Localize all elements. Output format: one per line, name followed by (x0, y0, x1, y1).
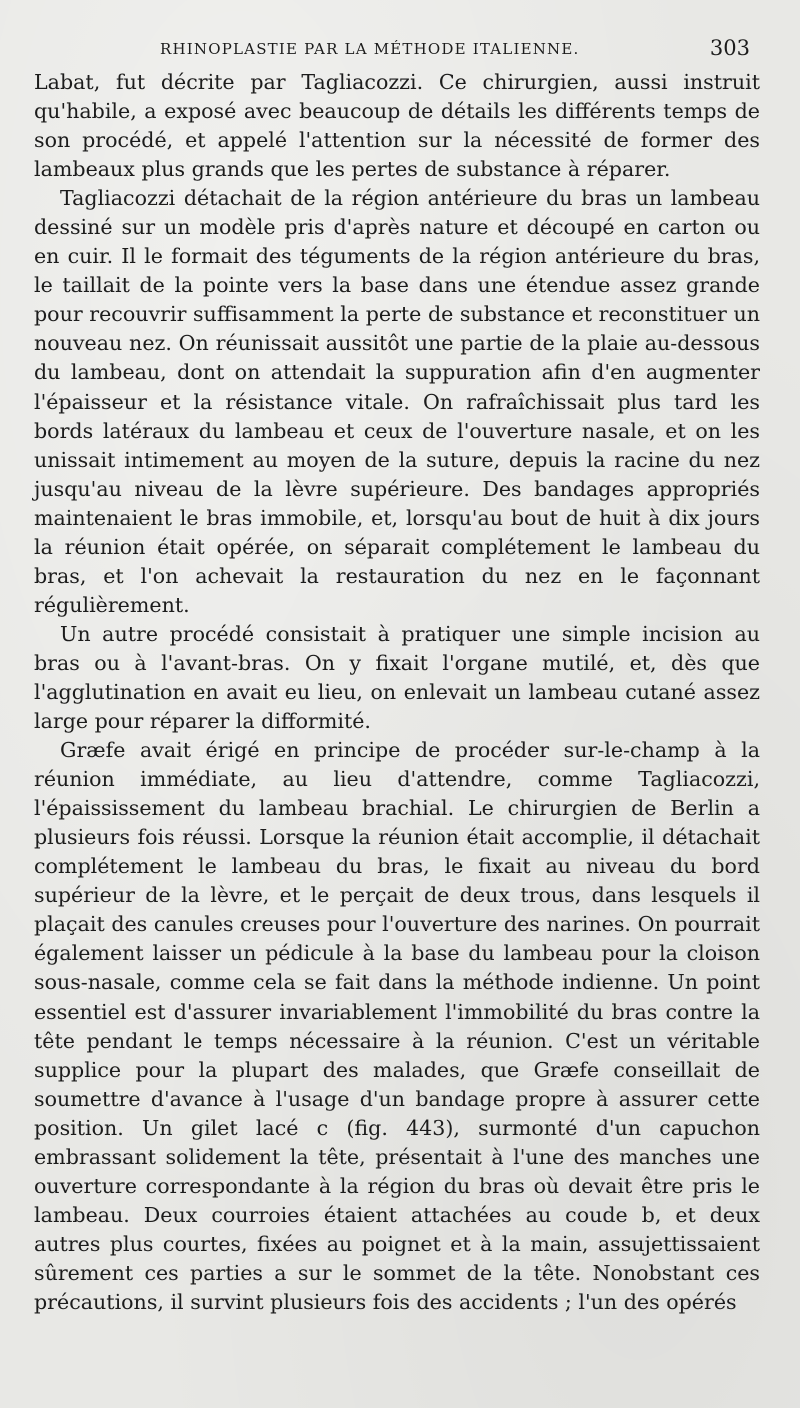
running-title: RHINOPLASTIE PAR LA MÉTHODE ITALIENNE. (160, 40, 580, 58)
paragraph-autre-procede: Un autre procédé consistait à pratiquer une simple incision au bras ou à l'avant-bras. On y fixait l'organe mutilé, et, dès que l'agglutination en avait eu lieu, on enlevait un lambeau cutané assez large pour réparer la difformité. (34, 621, 760, 734)
paragraph-graefe: Græfe avait érigé en principe de procéder sur-le-champ à la réunion immédiate, au lieu d'attendre, comme Tagliacozzi, l'épaississement du lambeau brachial. Le chirurgien de Berlin a plusieurs fois réussi. Lorsque la réunion était accomplie, il détachait complétement le lambeau du bras, le fixait au niveau du bord supérieur de la lèvre, et le perçait de deux trous, dans lesquels il plaçait des canules creuses pour l'ouverture des narines. On pourrait également laisser un pédicule à la base du lambeau pour la cloison sous-nasale, comme cela se fait dans la méthode indienne. Un point essentiel est d'assurer invariablement l'immobilité du bras contre la tête pendant le temps nécessaire à la réunion. C'est un véritable supplice pour la plupart des malades, que Græfe conseillait de soumettre d'avance à l'usage d'un bandage propre à assurer cette position. Un gilet lacé c (fig. 443), surmonté d'un capuchon embrassant solidement la tête, présentait à l'une des manches une ouverture correspondante à la région du bras où devait être pris le lambeau. Deux courroies étaient attachées au coude b, et deux autres plus courtes, fixées au poignet et à la main, assujettissaient sûrement ces parties a sur le sommet de la tête. Nonobstant ces précautions, il survint plusieurs fois des accidents ; l'un des opérés (34, 738, 760, 1314)
paragraph-tagliacozzi: Tagliacozzi détachait de la région antérieure du bras un lambeau dessiné sur un modèle pris d'après nature et découpé en carton ou en cuir. Il le formait des téguments de la région antérieure du bras, le taillait de la pointe vers la base dans une étendue assez grande pour recouvrir suffisamment la perte de substance et reconstituer un nouveau nez. On réunissait aussitôt une partie de la plaie au-dessous du lambeau, dont on attendait la suppuration afin d'en augmenter l'épaisseur et la résistance vitale. On rafraîchissait plus tard les bords latéraux du lambeau et ceux de l'ouverture nasale, et on les unissait intimement au moyen de la suture, depuis la racine du nez jusqu'au niveau de la lèvre supérieure. Des bandages appropriés maintenaient le bras immobile, et, lorsqu'au bout de huit à dix jours la réunion était opérée, on séparait complétement le lambeau du bras, et l'on achevait la restauration du nez en le façonnant régulièrement. (34, 186, 760, 617)
page-header (34, 30, 760, 68)
body-text (34, 68, 760, 1317)
page-number: 303 (709, 36, 750, 60)
paragraph-continuation: Labat, fut décrite par Tagliacozzi. Ce chirurgien, aussi instruit qu'habile, a exposé avec beaucoup de détails les différents temps de son procédé, et appelé l'attention sur la nécessité de former des lambeaux plus grands que les pertes de substance à réparer. (34, 70, 760, 182)
